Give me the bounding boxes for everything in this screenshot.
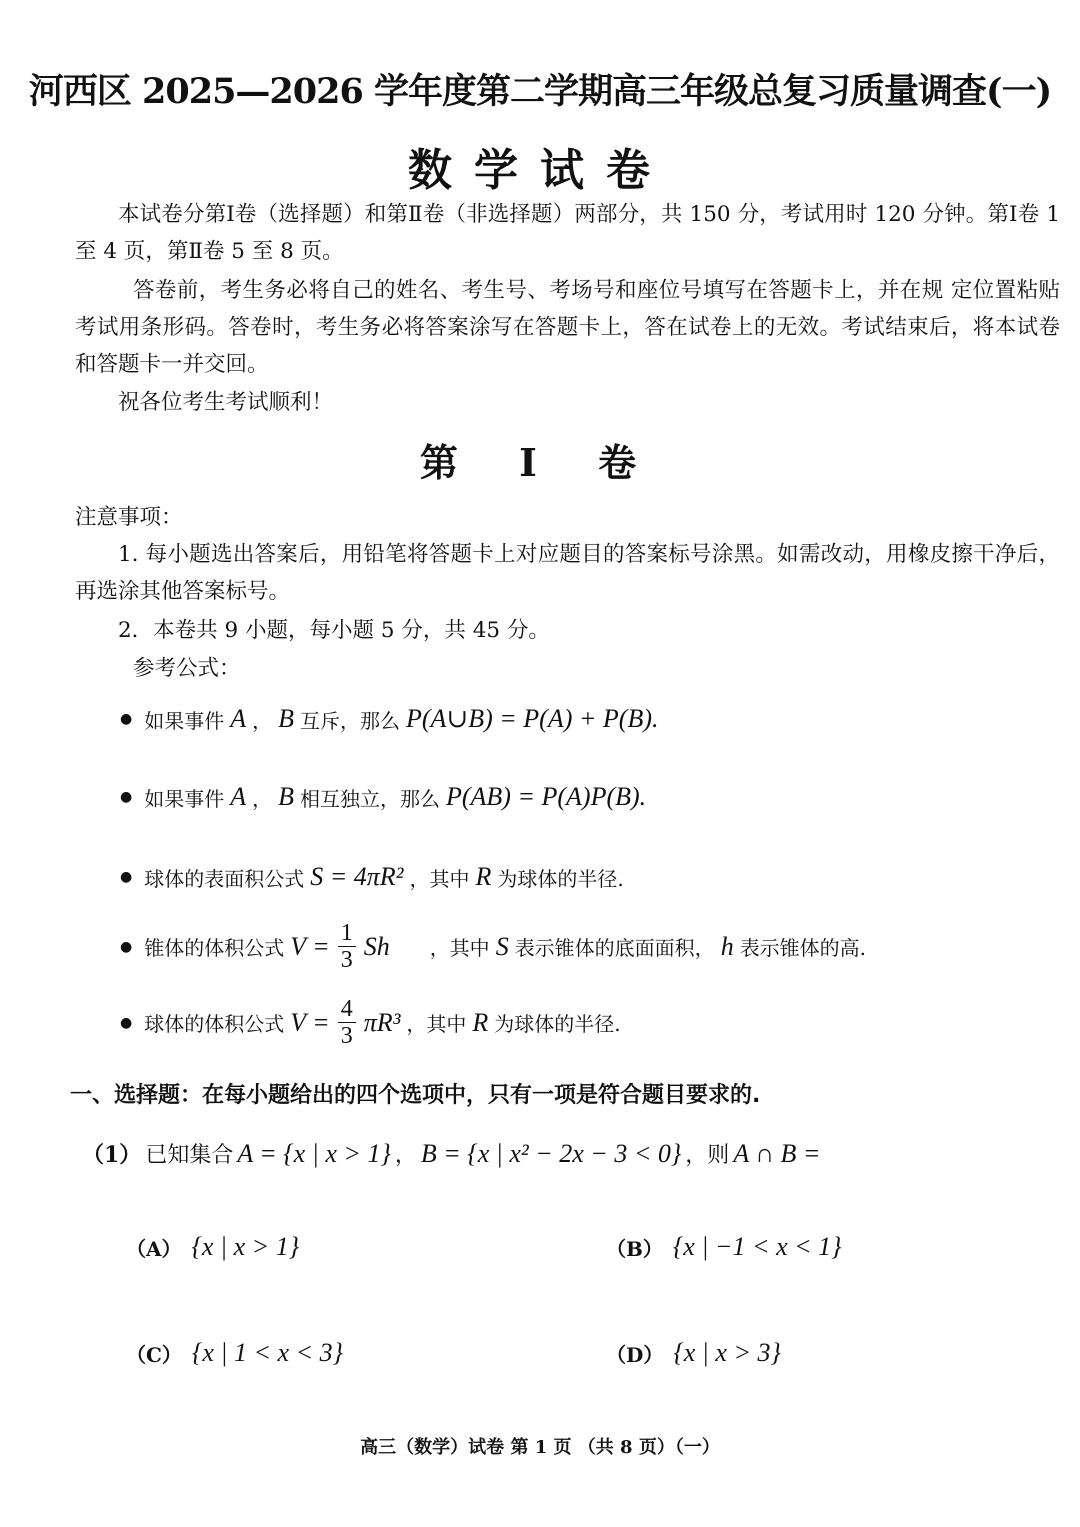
fraction-numerator: 4 (338, 996, 356, 1023)
formula-cone-volume (120, 920, 866, 973)
formula-text: ，其中 (429, 936, 490, 960)
option-label: （C） (126, 1342, 182, 1367)
formula-text: 表示锥体的高. (739, 936, 867, 960)
math-var: B (278, 782, 294, 811)
bullet-icon: ● (120, 711, 133, 727)
formula-exclusive-events (120, 704, 659, 734)
formula-text: ，其中 (406, 1012, 467, 1036)
formula-text: ， (252, 708, 273, 733)
fraction (338, 920, 356, 973)
math-var: A (230, 782, 247, 811)
set-b: B = {x | x² − 2x − 3 < 0} (420, 1138, 682, 1168)
question-expression: A ∩ B = (733, 1138, 821, 1168)
formula-text: 如果事件 (144, 708, 225, 733)
math-var: B (278, 704, 294, 733)
formula-text: 锥体的体积公式 (144, 936, 285, 960)
math-var: A (230, 704, 247, 733)
formula-text: 为球体的半径. (497, 866, 624, 891)
option-label: （D） (606, 1342, 664, 1367)
fraction-numerator: 1 (338, 920, 356, 947)
option-b (606, 1232, 842, 1262)
math-var: R (475, 862, 492, 891)
option-value: {x | 1 < x < 3} (191, 1338, 344, 1367)
option-value: {x | x > 3} (673, 1338, 781, 1367)
math-var: R (472, 1007, 489, 1037)
intro-paragraph-1: 本试卷分第Ⅰ卷（选择题）和第Ⅱ卷（非选择题）两部分，共 150 分，考试用时 120 分钟。第Ⅰ卷 1 至 4 页，第Ⅱ卷 5 至 8 页。 (75, 202, 1060, 264)
formula-text: 如果事件 (144, 786, 225, 811)
note-2: 2．本卷共 9 小题，每小题 5 分，共 45 分。 (118, 618, 550, 643)
bullet-icon: ● (120, 789, 133, 805)
formula-text: 相互独立，那么 (300, 786, 440, 811)
option-label: （B） (606, 1236, 663, 1261)
question-text: 已知集合 (145, 1143, 234, 1168)
notes-heading: 注意事项： (75, 505, 183, 530)
fraction-denominator: 3 (340, 947, 353, 973)
bullet-icon: ● (120, 938, 133, 955)
part-one-title: 第 Ⅰ 卷 (419, 440, 661, 485)
formula-text: 为球体的半径. (494, 1012, 621, 1036)
fraction-denominator: 3 (340, 1023, 353, 1049)
intro-paragraph-3: 祝各位考生考试顺利！ (118, 390, 334, 415)
formula-text: ， (252, 786, 273, 811)
set-a: A = {x | x > 1} (237, 1138, 391, 1168)
bullet-icon: ● (120, 869, 133, 885)
option-d (606, 1338, 781, 1368)
question-text: ， (394, 1143, 417, 1168)
option-value: {x | x > 1} (191, 1232, 300, 1261)
question-text: ，则 (685, 1143, 730, 1168)
bullet-icon: ● (120, 1014, 133, 1031)
subject-title: 数学试卷 (408, 145, 672, 196)
math-var: S (495, 931, 509, 961)
math-lhs: V = (290, 931, 330, 961)
formula-text: 球体的表面积公式 (144, 866, 305, 891)
formula-sphere-volume (120, 996, 621, 1049)
page-footer: 高三（数学）试卷 第 1 页 （共 8 页）（一） (360, 1437, 720, 1458)
multiple-choice-heading: 一、选择题：在每小题给出的四个选项中，只有一项是符合题目要求的. (70, 1083, 761, 1108)
formula-heading: 参考公式： (133, 656, 241, 681)
formula-sphere-surface (120, 862, 624, 892)
math-var: h (720, 931, 734, 961)
option-a (126, 1232, 299, 1262)
math-lhs: V = (290, 1007, 330, 1037)
intro-paragraph-2: 答卷前，考生务必将自己的姓名、考生号、考场号和座位号填写在答题卡上，并在规 定位置粘贴考试用条形码。答卷时，考生务必将答案涂写在答题卡上，答在试卷上的无效。考试结束后，将本试卷和答题卡一并交回。 (75, 278, 1060, 377)
formula-text: ，其中 (409, 866, 470, 891)
formula-text: 表示锥体的底面面积， (514, 936, 715, 960)
fraction (338, 996, 356, 1049)
formula-text: 球体的体积公式 (144, 1012, 285, 1036)
math-rhs: πR³ (363, 1007, 401, 1037)
option-c (126, 1338, 343, 1368)
question-1 (82, 1138, 820, 1169)
math-expression: P(A∪B) = P(A) + P(B). (406, 704, 659, 733)
math-rhs: Sh (363, 931, 390, 961)
question-number: （1） (82, 1142, 142, 1168)
formula-text: 互斥，那么 (300, 708, 400, 733)
formula-independent-events (120, 782, 646, 812)
math-expression: S = 4πR² (310, 862, 404, 891)
math-expression: P(AB) = P(A)P(B). (446, 782, 647, 811)
option-label: （A） (126, 1236, 182, 1261)
option-value: {x | −1 < x < 1} (672, 1232, 842, 1261)
exam-title: 河西区 2025—2026 学年度第二学期高三年级总复习质量调查(一) (28, 71, 1052, 112)
note-1: 1. 每小题选出答案后，用铅笔将答题卡上对应题目的答案标号涂黑。如需改动，用橡皮擦干净后，再选涂其他答案标号。 (75, 542, 1060, 604)
